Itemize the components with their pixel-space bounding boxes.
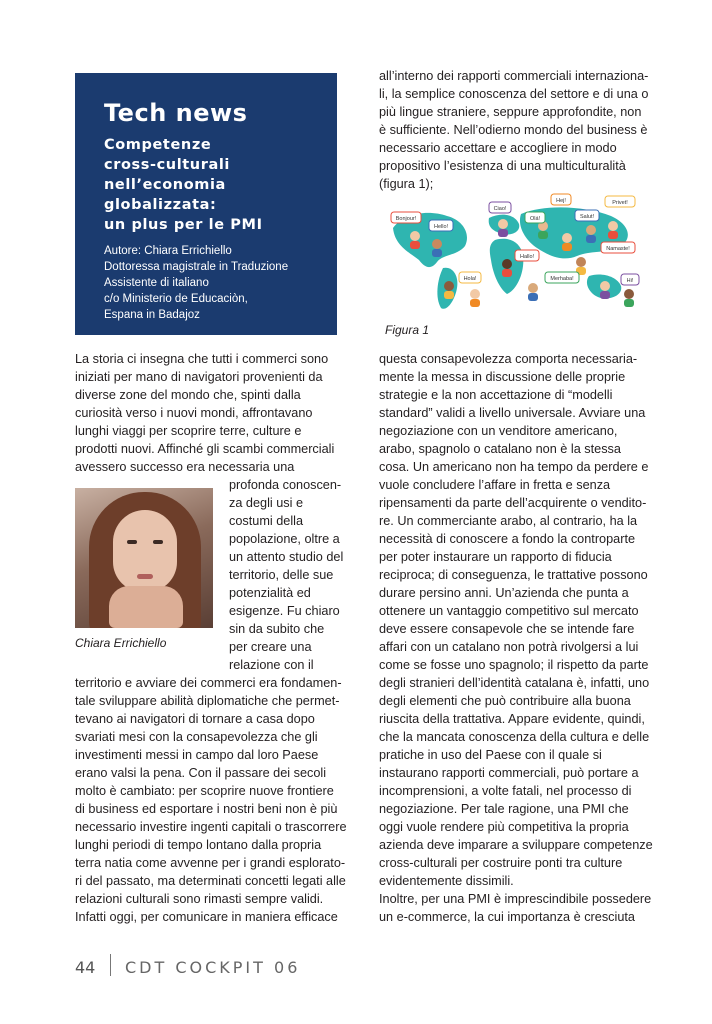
text-line: cosa. Un americano non ha tempo da perdere e xyxy=(379,460,649,474)
text-line: iniziati per mano di navigatori provenienti da xyxy=(75,370,323,384)
bubble-hello: Hello! xyxy=(433,224,449,230)
bubble-hi: Hi! xyxy=(626,278,634,284)
text-line: un attento studio del xyxy=(229,550,344,564)
bubble-merhaba: Merhaba! xyxy=(550,276,574,282)
text-line: Infatti oggi, per comunicare in maniera efficace xyxy=(75,910,338,924)
text-line: strategie e la non accettazione di “modelli xyxy=(379,388,613,402)
text-line: negoziazione. Per tale ragione, una PMI che xyxy=(379,802,629,816)
text-line: re. Un commerciante arabo, al contrario, ha la xyxy=(379,514,638,528)
photo-lips xyxy=(137,574,153,579)
article-title-line: nell’economia xyxy=(104,177,226,193)
author-line: Espana in Badajoz xyxy=(104,309,200,321)
bubble-hola: Hola! xyxy=(463,276,477,282)
author-photo xyxy=(75,488,213,628)
text-line: più lingue straniere, seppure approfondite, non xyxy=(379,105,642,119)
author-line: Assistente di italiano xyxy=(104,277,209,289)
article-title-line: globalizzata: xyxy=(104,197,217,213)
text-line: tevano ai navigatori di tornare a casa dopo xyxy=(75,712,315,726)
text-line: lunghi periodi di tempo lontano dalla propria xyxy=(75,838,322,852)
article-title-line: un plus per le PMI xyxy=(104,217,263,233)
text-line: molto è cambiato: per scoprire nuove frontiere xyxy=(75,784,334,798)
text-line: svariati mesi con la consapevolezza che gli xyxy=(75,730,318,744)
author-line: Dottoressa magistrale in Traduzione xyxy=(104,261,289,273)
text-line: popolazione, oltre a xyxy=(229,532,340,546)
text-line: prodotti nuovi. Affinché gli scambi commerciali xyxy=(75,442,335,456)
text-line: profonda conoscen- xyxy=(229,478,342,492)
text-line: investimenti messi in campo dal loro Paese xyxy=(75,748,319,762)
text-line: è sufficiente. Nell’odierno mondo del business è xyxy=(379,123,648,137)
bubble-ciao: Ciao! xyxy=(493,206,507,212)
text-line: arabo, spagnolo o catalano non è la stessa xyxy=(379,442,621,456)
text-line: za degli usi e xyxy=(229,496,304,510)
map-continents xyxy=(393,207,628,308)
text-line: cross-culturali per costruire ponti tra culture xyxy=(379,856,623,870)
text-line: negoziazione con un venditore americano, xyxy=(379,424,618,438)
text-line: oggi vuole rendere più competitiva la propria xyxy=(379,820,629,834)
text-line: azienda deve imparare a sviluppare competenze xyxy=(379,838,653,852)
text-line: avessero successo era necessaria una xyxy=(75,460,295,474)
text-line: potenzialità ed xyxy=(229,586,311,600)
text-line: come se fosse uno spagnolo; il rispetto da parte xyxy=(379,658,649,672)
photo-face xyxy=(113,510,177,592)
text-line: sin da subito che xyxy=(229,622,325,636)
text-line: terra natia come avvenne per i grandi esplorato- xyxy=(75,856,346,870)
text-line: questa consapevolezza comporta necessaria- xyxy=(379,352,638,366)
bubble-privet: Privet! xyxy=(612,200,628,206)
text-line: affari con un catalano non potrà rivolgersi a lui xyxy=(379,640,639,654)
text-line: per creare una xyxy=(229,640,312,654)
text-line: relazioni culturali sono rimasti sempre validi. xyxy=(75,892,324,906)
bubble-hallo: Hallo! xyxy=(519,254,535,260)
text-line: li, la semplice conoscenza del settore e di una o xyxy=(379,87,649,101)
text-line: degli elementi che può contribuire alla buona xyxy=(379,694,631,708)
text-line: curiosità verso i nuovi mondi, affrontavano xyxy=(75,406,313,420)
text-line: territorio e avviare dei commerci era fondamen- xyxy=(75,676,342,690)
text-line: necessario investire ingenti capitali o trascorrere xyxy=(75,820,347,834)
bubble-bonjour: Bonjour! xyxy=(395,216,417,222)
header-box xyxy=(75,73,337,335)
text-line: tale sviluppare abilità diplomatiche che permet- xyxy=(75,694,340,708)
photo-eye xyxy=(127,540,137,544)
figure-caption: Figura 1 xyxy=(385,323,430,337)
text-line: pratiche in uso del Paese con il quale si xyxy=(379,748,602,762)
text-line: reciproca; di conseguenza, le trattative possono xyxy=(379,568,648,582)
text-line: ottenere un vantaggio competitivo sul mercato xyxy=(379,604,639,618)
text-line: diverse zone del mondo che, spinti dalla xyxy=(75,388,301,402)
text-line: instaurano rapporti commerciali, può portare a xyxy=(379,766,639,780)
text-line: territorio, delle sue xyxy=(229,568,334,582)
author-line: c/o Ministerio de Educaciòn, xyxy=(104,293,248,305)
bubble-ola: Olá! xyxy=(529,216,541,222)
text-line: riuscita della trattativa. Appare evidente, quindi, xyxy=(379,712,645,726)
page-number: 44 xyxy=(75,958,96,977)
author-info xyxy=(104,243,288,323)
text-line: erano valsi la pena. Con il passare dei secoli xyxy=(75,766,327,780)
text-line: relazione con il xyxy=(229,658,314,672)
article-title-line: Competenze xyxy=(104,137,212,153)
magazine-title: CDT COCKPIT 06 xyxy=(125,958,301,977)
bubble-namaste: Namaste! xyxy=(606,246,630,252)
text-line: evidentemente dissimili. xyxy=(379,874,514,888)
text-line: standard” validi a livello universale. Avviare una xyxy=(379,406,646,420)
text-line: necessità di conoscere a fondo la controparte xyxy=(379,532,636,546)
text-line: costumi della xyxy=(229,514,304,528)
article-title xyxy=(104,135,334,235)
text-line: incomprensioni, a volte fatali, nel processo di xyxy=(379,784,632,798)
text-line: ri del passato, ma determinati concetti legati alle xyxy=(75,874,346,888)
text-line: di business ed esportare i nostri beni non è più xyxy=(75,802,338,816)
figure-world-map xyxy=(385,190,647,316)
text-line: che la mancata conoscenza della cultura e delle xyxy=(379,730,650,744)
text-line: La storia ci insegna che tutti i commerci sono xyxy=(75,352,329,366)
text-line: all’interno dei rapporti commerciali internaziona- xyxy=(379,69,649,83)
photo-hand xyxy=(109,586,183,628)
text-line: propositivo l’esistenza di una multiculturalità xyxy=(379,159,626,173)
bubble-hej: Hej! xyxy=(556,198,566,204)
photo-eye xyxy=(153,540,163,544)
text-line: lunghi viaggi per scoprire terre, culture e xyxy=(75,424,302,438)
section-title: Tech news xyxy=(104,99,248,127)
author-line: Autore: Chiara Errichiello xyxy=(104,245,232,257)
article-title-line: cross-culturali xyxy=(104,157,231,173)
text-line: durare persino anni. Un’azienda che punta a xyxy=(379,586,629,600)
text-line: mente la messa in discussione delle proprie xyxy=(379,370,626,384)
bubble-salut: Salut! xyxy=(579,214,595,220)
photo-caption: Chiara Errichiello xyxy=(75,636,167,650)
text-line: (figura 1); xyxy=(379,177,434,191)
text-line: vuole concludere l’affare in fretta e senza xyxy=(379,478,611,492)
text-line: per poter instaurare un rapporto di fiducia xyxy=(379,550,612,564)
footer-divider xyxy=(110,954,111,976)
text-line: necessario accettare e accogliere in modo xyxy=(379,141,617,155)
text-line: esigenze. Fu chiaro xyxy=(229,604,340,618)
text-line: degli stranieri dell’identità catalana è, infatti, uno xyxy=(379,676,650,690)
text-line: ripensamenti da parte dell’acquirente o vendito- xyxy=(379,496,647,510)
text-line: deve essere consapevole che se intende fare xyxy=(379,622,635,636)
text-line: un e-commerce, la cui importanza è cresciuta xyxy=(379,910,635,924)
text-line: Inoltre, per una PMI è imprescindibile possedere xyxy=(379,892,652,906)
